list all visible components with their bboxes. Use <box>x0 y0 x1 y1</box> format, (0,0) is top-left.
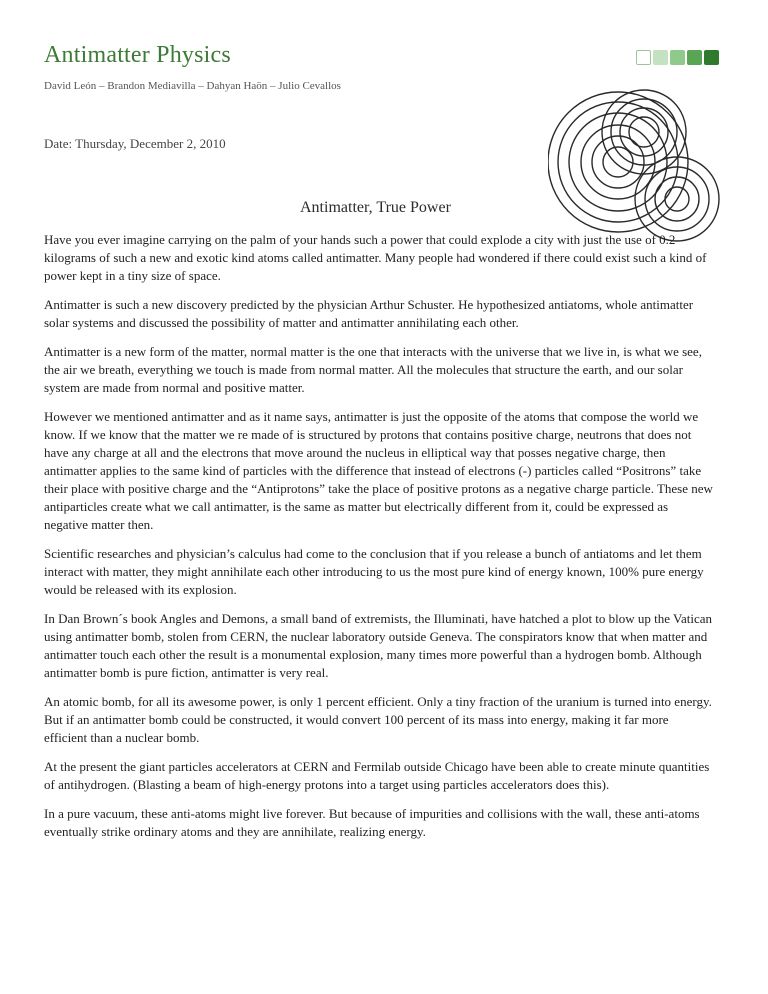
section-heading: Antimatter, True Power <box>300 199 451 216</box>
paragraph: At the present the giant particles accelerators at CERN and Fermilab outside Chicago have been able to create minute quantities of antihydrogen. (Blasting a beam of high-energy protons into a target using particles accelerators does this). <box>44 759 710 792</box>
paragraph: Antimatter is a new form of the matter, normal matter is the one that interacts with the universe that we live in, is what we see, the air we breath, everything we touch is made from normal matter. All the molecules that structure the earth, and our solar system are made from normal and positive matter. <box>44 344 702 395</box>
paragraph: However we mentioned antimatter and as it name says, antimatter is just the opposite of the atoms that compose the world we know. If we know that the matter we re made of is structured by protons that contains positive charge, neutrons that does not have any charge at all and the electrons that move around the nucleus in elliptical way that posses negative charge, then antimatter applies to the same kind of particles with the difference that instead of electrons (-) particles called “Positrons” take their place with positive charge and the “Antiprotons” take the place of positive protons as a negative charge particle. These new antiparticles create what we call antimatter, is the same as matter but electrically different from it, could be expressed as negative matter then. <box>44 409 713 532</box>
article-body <box>44 231 714 852</box>
paragraph: Scientific researches and physician’s calculus had come to the conclusion that if you release a bunch of antiatoms and let them interact with matter, they might annihilate each other introducing to us the most pure kind of energy known, 100% pure energy would be released with its explosion. <box>44 546 704 597</box>
author-list: David León – Brandon Mediavilla – Dahyan Haön – Julio Cevallos <box>44 80 341 92</box>
paragraph: In Dan Brown´s book Angles and Demons, a small band of extremists, the Illuminati, have hatched a plot to blow up the Vatican using antimatter bomb, stolen from CERN, the nuclear laboratory outside Geneva. The conspirators know that when matter and antimatter touch each other the result is a monumental explosion, many times more powerful than a hydrogen bomb. Although antimatter bomb is pure fiction, antimatter is very real. <box>44 611 713 680</box>
paragraph: Have you ever imagine carrying on the palm of your hands such a power that could explode a city with just the use of 0.2 kilograms of such a new and exotic kind atoms called antimatter. Many people had wondered if there could exist such a kind of power kept in a tiny size of space. <box>44 232 707 283</box>
concentric-circles-graphic <box>548 62 728 252</box>
paragraph: Antimatter is such a new discovery predicted by the physician Arthur Schuster. He hypothesized antiatoms, whole antimatter solar systems and discussed the possibility of matter and antimatter annihilating each other. <box>44 297 694 330</box>
document-date: Date: Thursday, December 2, 2010 <box>44 136 226 151</box>
paragraph: In a pure vacuum, these anti-atoms might live forever. But because of impurities and collisions with the wall, these anti-atoms eventually strike ordinary atoms and they are annihilate, realizing energy. <box>44 806 700 839</box>
paragraph: An atomic bomb, for all its awesome power, is only 1 percent efficient. Only a tiny fraction of the uranium is turned into energy. But if an antimatter bomb could be constructed, it would convert 100 percent of its mass into energy, making it far more efficient than a nuclear bomb. <box>44 694 712 745</box>
document-title: Antimatter Physics <box>44 42 231 68</box>
